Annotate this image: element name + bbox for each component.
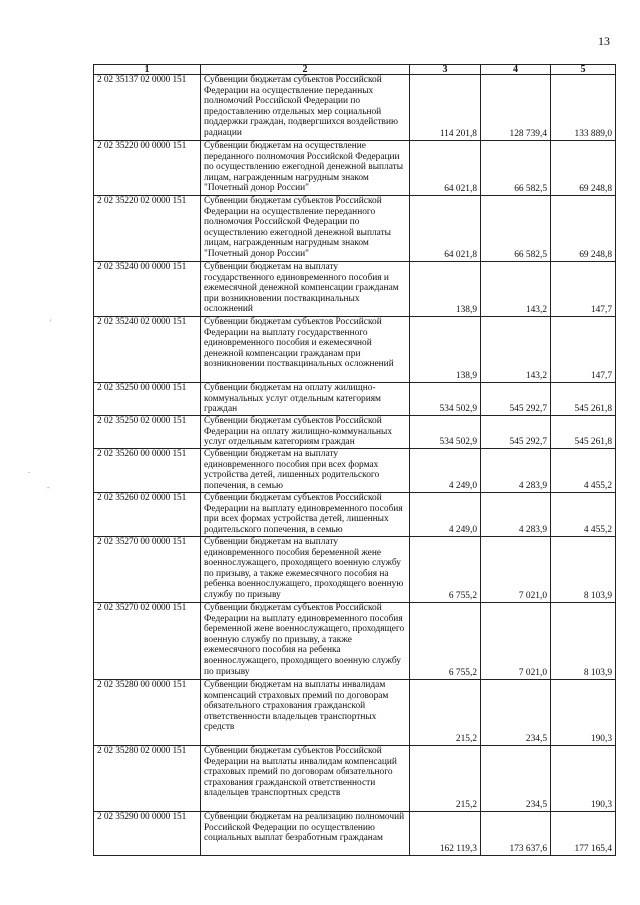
row-name: Субвенции бюджетам на выплату государственного единовременного пособия и ежемесячной денежной компенсации гражданам при возникновении поствакцинальных осложнений	[201, 262, 410, 317]
table-row	[94, 680, 616, 746]
row-value-5: 177 165,4	[551, 812, 616, 856]
budget-table	[93, 64, 616, 856]
table-row	[94, 383, 616, 416]
table-row	[94, 196, 616, 262]
row-code: 2 02 35137 02 0000 151	[94, 75, 201, 141]
row-name: Субвенции бюджетам на оплату жилищно-коммунальных услуг отдельным категориям граждан	[201, 383, 410, 416]
row-name: Субвенции бюджетам на выплату единовременного пособия беременной жене военнослужащего, проходящего военную службу по призыву, а также ежемесячного пособия на ребенка военнослужащего, проходящего военную службу по призыву	[201, 537, 410, 603]
row-value-3: 215,2	[410, 746, 481, 812]
table-row	[94, 416, 616, 449]
row-code: 2 02 35280 00 0000 151	[94, 680, 201, 746]
row-code: 2 02 35260 00 0000 151	[94, 449, 201, 493]
row-value-5: 8 103,9	[551, 537, 616, 603]
page-number: 13	[598, 34, 610, 48]
row-value-3: 215,2	[410, 680, 481, 746]
row-value-5: 545 261,8	[551, 416, 616, 449]
row-value-4: 143,2	[481, 317, 551, 383]
row-name: Субвенции бюджетам на выплаты инвалидам компенсаций страховых премий по договорам обязательного страхования гражданской ответственности владельцев транспортных средств	[201, 680, 410, 746]
row-value-3: 534 502,9	[410, 416, 481, 449]
table-body	[94, 75, 616, 856]
column-header: 1	[94, 65, 201, 75]
table-row	[94, 493, 616, 537]
table-row	[94, 812, 616, 856]
scan-dot: -	[47, 483, 50, 492]
table-row	[94, 603, 616, 680]
row-code: 2 02 35250 02 0000 151	[94, 416, 201, 449]
row-name: Субвенции бюджетам субъектов Российской Федерации на выплату единовременного пособия при всех формах устройства детей, лишенных родительского попечения, в семью	[201, 493, 410, 537]
row-value-4: 143,2	[481, 262, 551, 317]
row-value-3: 138,9	[410, 262, 481, 317]
row-value-3: 6 755,2	[410, 603, 481, 680]
row-value-4: 545 292,7	[481, 383, 551, 416]
row-value-4: 66 582,5	[481, 141, 551, 196]
row-value-5: 147,7	[551, 262, 616, 317]
row-value-5: 190,3	[551, 680, 616, 746]
row-value-3: 64 021,8	[410, 141, 481, 196]
row-value-5: 545 261,8	[551, 383, 616, 416]
table-row	[94, 449, 616, 493]
row-code: 2 02 35280 02 0000 151	[94, 746, 201, 812]
row-value-4: 66 582,5	[481, 196, 551, 262]
table-row	[94, 75, 616, 141]
row-value-3: 4 249,0	[410, 493, 481, 537]
row-value-3: 6 755,2	[410, 537, 481, 603]
row-value-4: 4 283,9	[481, 449, 551, 493]
row-name: Субвенции бюджетам субъектов Российской Федерации на оплату жилищно-коммунальных услуг отдельным категориям граждан	[201, 416, 410, 449]
row-code: 2 02 35270 00 0000 151	[94, 537, 201, 603]
row-value-5: 69 248,8	[551, 196, 616, 262]
table-row	[94, 141, 616, 196]
row-code: 2 02 35290 00 0000 151	[94, 812, 201, 856]
table-row	[94, 537, 616, 603]
row-value-3: 534 502,9	[410, 383, 481, 416]
table-header-row	[94, 65, 616, 75]
row-name: Субвенции бюджетам субъектов Российской Федерации на осуществление переданного полномочия Российской Федерации по осуществлению ежегодной денежной выплаты лицам, награжденным нагрудным знаком "Почетный донор России"	[201, 196, 410, 262]
row-value-4: 234,5	[481, 680, 551, 746]
row-name: Субвенции бюджетам на реализацию полномочий Российской Федерации по осуществлению социальных выплат безработным гражданам	[201, 812, 410, 856]
row-name: Субвенции бюджетам субъектов Российской Федерации на выплаты инвалидам компенсаций страховых премий по договорам обязательного страхования гражданской ответственности владельцев транспортных средств	[201, 746, 410, 812]
row-code: 2 02 35240 00 0000 151	[94, 262, 201, 317]
row-value-5: 133 889,0	[551, 75, 616, 141]
column-header: 5	[551, 65, 616, 75]
scan-dot: '	[50, 318, 52, 327]
row-name: Субвенции бюджетам субъектов Российской Федерации на выплату государственного единовременного пособия и ежемесячной денежной компенсации гражданам при возникновении поствакцинальных осложнений	[201, 317, 410, 383]
scan-dot: .	[28, 466, 30, 475]
row-value-4: 234,5	[481, 746, 551, 812]
row-value-4: 7 021,0	[481, 537, 551, 603]
row-name: Субвенции бюджетам субъектов Российской Федерации на осуществление переданных полномочий Российской Федерации по предоставлению отдельных мер социальной поддержки граждан, подвергшихся воздействию радиации	[201, 75, 410, 141]
row-code: 2 02 35220 02 0000 151	[94, 196, 201, 262]
row-value-5: 147,7	[551, 317, 616, 383]
row-value-4: 7 021,0	[481, 603, 551, 680]
table-row	[94, 317, 616, 383]
row-code: 2 02 35270 02 0000 151	[94, 603, 201, 680]
row-code: 2 02 35240 02 0000 151	[94, 317, 201, 383]
row-value-3: 162 119,3	[410, 812, 481, 856]
row-code: 2 02 35260 02 0000 151	[94, 493, 201, 537]
row-code: 2 02 35220 00 0000 151	[94, 141, 201, 196]
row-value-4: 4 283,9	[481, 493, 551, 537]
row-code: 2 02 35250 00 0000 151	[94, 383, 201, 416]
row-value-3: 138,9	[410, 317, 481, 383]
column-header: 2	[201, 65, 410, 75]
row-value-3: 4 249,0	[410, 449, 481, 493]
row-value-5: 190,3	[551, 746, 616, 812]
row-value-5: 4 455,2	[551, 449, 616, 493]
row-name: Субвенции бюджетам на осуществление переданного полномочия Российской Федерации по осуществлению ежегодной денежной выплаты лицам, награжденным нагрудным знаком "Почетный донор России"	[201, 141, 410, 196]
row-value-3: 114 201,8	[410, 75, 481, 141]
row-value-5: 69 248,8	[551, 141, 616, 196]
row-value-5: 4 455,2	[551, 493, 616, 537]
row-value-4: 545 292,7	[481, 416, 551, 449]
row-value-5: 8 103,9	[551, 603, 616, 680]
row-value-4: 128 739,4	[481, 75, 551, 141]
table-row	[94, 746, 616, 812]
table-row	[94, 262, 616, 317]
row-name: Субвенции бюджетам на выплату единовременного пособия при всех формах устройства детей, лишенных родительского попечения, в семью	[201, 449, 410, 493]
row-value-4: 173 637,6	[481, 812, 551, 856]
row-value-3: 64 021,8	[410, 196, 481, 262]
column-header: 4	[481, 65, 551, 75]
column-header: 3	[410, 65, 481, 75]
row-name: Субвенции бюджетам субъектов Российской Федерации на выплату единовременного пособия беременной жене военнослужащего, проходящего военную службу по призыву, а также ежемесячного пособия на ребенка военнослужащего, проходящего военную службу по призыву	[201, 603, 410, 680]
